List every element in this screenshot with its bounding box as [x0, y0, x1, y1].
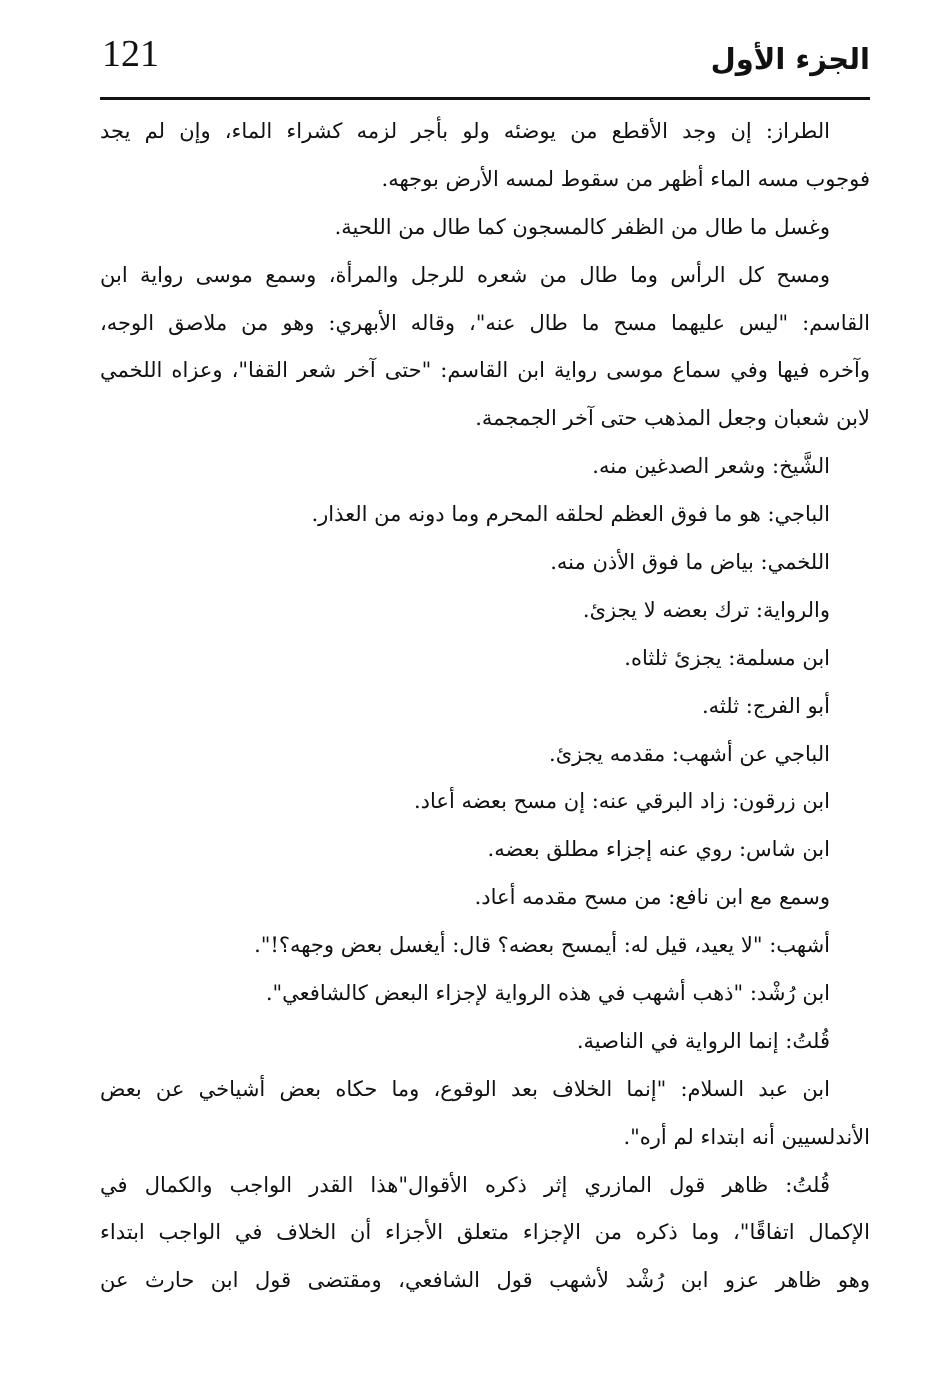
text-line: الباجي عن أشهب: مقدمه يجزئ.	[549, 741, 830, 766]
text-line: ومسح كل الرأس وما طال من شعره للرجل والمرأة، وسمع موسى رواية ابن	[100, 262, 830, 287]
text-line: قُلتُ: إنما الرواية في الناصية.	[576, 1028, 830, 1053]
header-rule	[100, 97, 870, 100]
text-line: أبو الفرج: ثلثه.	[701, 693, 830, 718]
text-line: الأندلسيين أنه ابتداء لم أره".	[623, 1124, 870, 1149]
page-body	[100, 108, 870, 1305]
text-line: وآخره فيها وفي سماع موسى رواية ابن القاسم: "حتى آخر شعر القفا"، وعزاه اللخمي	[100, 358, 870, 383]
text-line: وغسل ما طال من الظفر كالمسجون كما طال من اللحية.	[334, 214, 830, 239]
text-line: لابن شعبان وجعل المذهب حتى آخر الجمجمة.	[475, 406, 870, 431]
text-line: قُلتُ: ظاهر قول المازري إثر ذكره الأقوال"هذا القدر الواجب والكمال في	[100, 1172, 830, 1197]
text-line: ابن عبد السلام: "إنما الخلاف بعد الوقوع، وما حكاه بعض أشياخي عن بعض	[100, 1076, 830, 1101]
text-line: وهو ظاهر عزو ابن رُشْد لأشهب قول الشافعي، ومقتضى قول ابن حارث عن	[100, 1268, 870, 1293]
text-line: ابن زرقون: زاد البرقي عنه: إن مسح بعضه أعاد.	[414, 789, 830, 814]
text-line: ابن شاس: روي عنه إجزاء مطلق بعضه.	[487, 837, 830, 862]
text-line: الإكمال اتفاقًا"، وما ذكره من الإجزاء متعلق الأجزاء أن الخلاف في الواجب ابتداء	[100, 1220, 870, 1245]
text-line: الشَّيخ: وشعر الصدغين منه.	[592, 454, 830, 479]
text-line: ابن رُشْد: "ذهب أشهب في هذه الرواية لإجزاء البعض كالشافعي".	[265, 981, 830, 1006]
page-header	[100, 28, 870, 98]
text-line: اللخمي: بياض ما فوق الأذن منه.	[550, 550, 830, 575]
text-line: أشهب: "لا يعيد، قيل له: أيمسح بعضه؟ قال: أيغسل بعض وجهه؟!".	[254, 933, 830, 958]
page-number: 121	[102, 33, 159, 75]
text-line: والرواية: ترك بعضه لا يجزئ.	[582, 597, 830, 622]
text-line: الطراز: إن وجد الأقطع من يوضئه ولو بأجر لزمه كشراء الماء، وإن لم يجد	[100, 119, 830, 143]
text-line: وسمع مع ابن نافع: من مسح مقدمه أعاد.	[474, 885, 830, 910]
text-line: ابن مسلمة: يجزئ ثلثاه.	[624, 645, 830, 670]
text-line: فوجوب مسه الماء أظهر من سقوط لمسه الأرض بوجهه.	[381, 166, 870, 191]
text-line: الباجي: هو ما فوق العظم لحلقه المحرم وما دونه من العذار.	[311, 502, 830, 527]
text-line: القاسم: "ليس عليهما مسح ما طال عنه"، وقاله الأبهري: وهو من ملاصق الوجه،	[100, 310, 870, 335]
running-title: الجزء الأول	[710, 42, 870, 76]
